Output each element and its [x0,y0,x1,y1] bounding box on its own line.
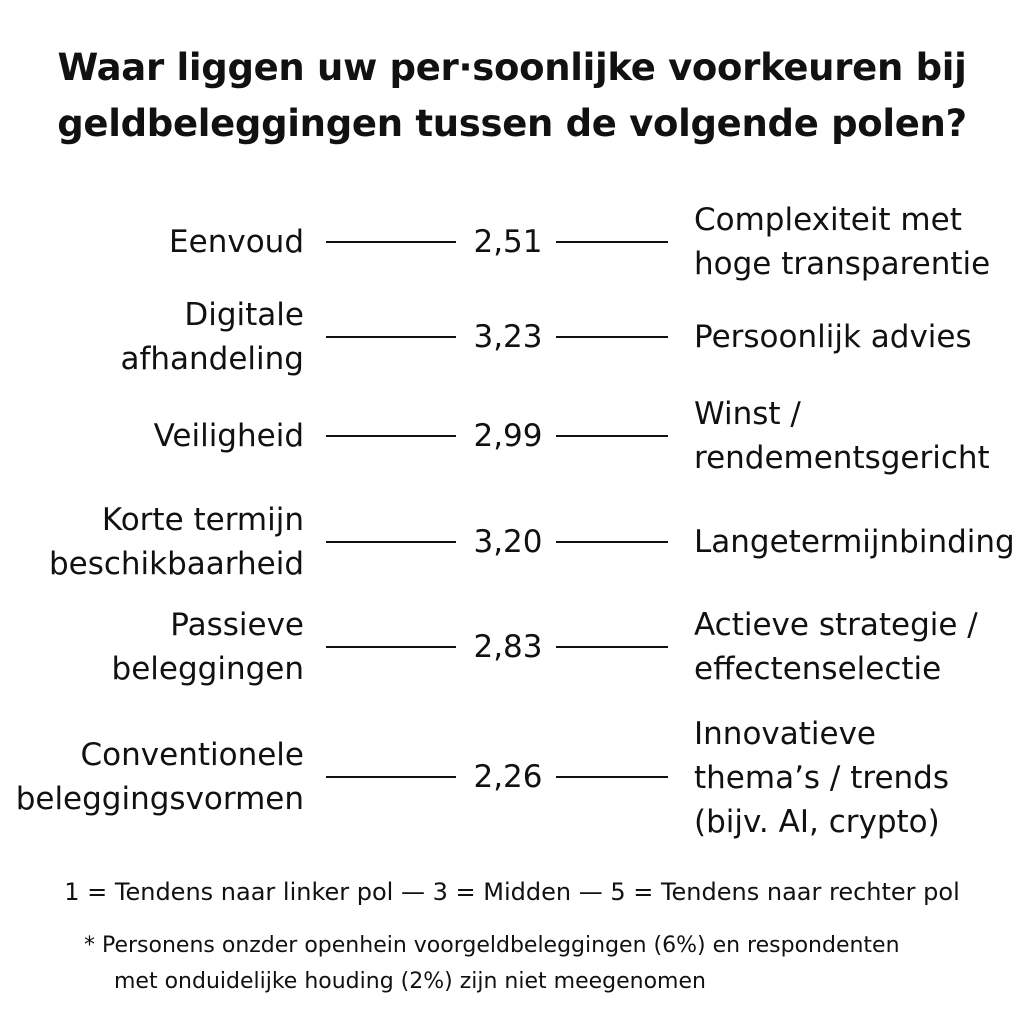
right-pole-line: thema’s / trends [694,760,949,796]
right-pole-line: Actieve strategie / [694,607,978,643]
left-pole-line: Digitale [184,297,304,333]
left-pole-line: Conventionele [80,737,304,773]
left-pole-line: Passieve [170,607,304,643]
footnote-line-1: * Personens onzder openhein voorgeldbeleggingen (6%) en respondenten [84,933,900,958]
footnote [84,928,1004,1000]
left-connector-line [326,646,456,648]
left-pole-line: Veiligheid [153,418,304,454]
left-pole-line: Korte termijn [101,502,304,538]
right-pole-line: Langetermijnbinding [694,524,1015,560]
right-pole-line: Innovatieve [694,716,877,752]
scale-legend: 1 = Tendens naar linker pol — 3 = Midden — 5 = Tendens naar rechter pol [64,878,960,906]
left-pole-line: afhandeling [120,341,304,377]
chart-title-line-2: geldbeleggingen tussen de volgende polen? [57,102,967,145]
right-connector-line [556,646,668,648]
pole-row [0,602,1024,692]
right-connector-line [556,776,668,778]
pole-row [0,712,1024,842]
score-value: 2,26 [473,759,543,795]
right-pole-line: Persoonlijk advies [694,319,972,355]
footnote-line-2: met onduidelijke houding (2%) zijn niet meegenomen [114,969,706,994]
right-pole-line: rendementsgericht [694,440,990,476]
score-value: 2,83 [473,629,543,665]
left-pole-label [0,733,304,821]
score-value: 3,23 [473,319,543,355]
right-pole-label [694,198,1024,286]
right-pole-line: Winst / [694,396,801,432]
right-pole-label [694,315,1024,359]
right-connector-line [556,435,668,437]
left-connector-line [326,541,456,543]
left-pole-line: Eenvoud [169,224,304,260]
right-pole-label [694,712,1024,844]
chart-title-line-1: Waar liggen uw per·soonlijke voorkeuren bij [57,46,967,89]
left-pole-label [0,498,304,586]
left-connector-line [326,776,456,778]
right-pole-label [694,520,1024,564]
left-connector-line [326,241,456,243]
right-connector-line [556,336,668,338]
score-value: 2,51 [473,224,543,260]
chart-title [0,40,1024,152]
pole-row [0,392,1024,480]
pole-row [0,198,1024,286]
score-value: 2,99 [473,418,543,454]
right-pole-label [694,603,1024,691]
right-pole-label [694,392,1024,480]
left-pole-label [0,220,304,264]
right-pole-line: effectenselectie [694,651,942,687]
right-connector-line [556,241,668,243]
right-pole-line: Complexiteit met [694,202,962,238]
right-connector-line [556,541,668,543]
left-pole-label [0,293,304,381]
right-pole-line: (bijv. AI, crypto) [694,804,940,840]
left-pole-line: beschikbaarheid [48,546,304,582]
left-pole-line: beleggingsvormen [15,781,304,817]
pole-row [0,292,1024,382]
score-value: 3,20 [473,524,543,560]
pole-row [0,498,1024,586]
left-connector-line [326,336,456,338]
left-pole-line: beleggingen [111,651,304,687]
right-pole-line: hoge transparentie [694,246,991,282]
left-pole-label [0,603,304,691]
left-pole-label [0,414,304,458]
left-connector-line [326,435,456,437]
